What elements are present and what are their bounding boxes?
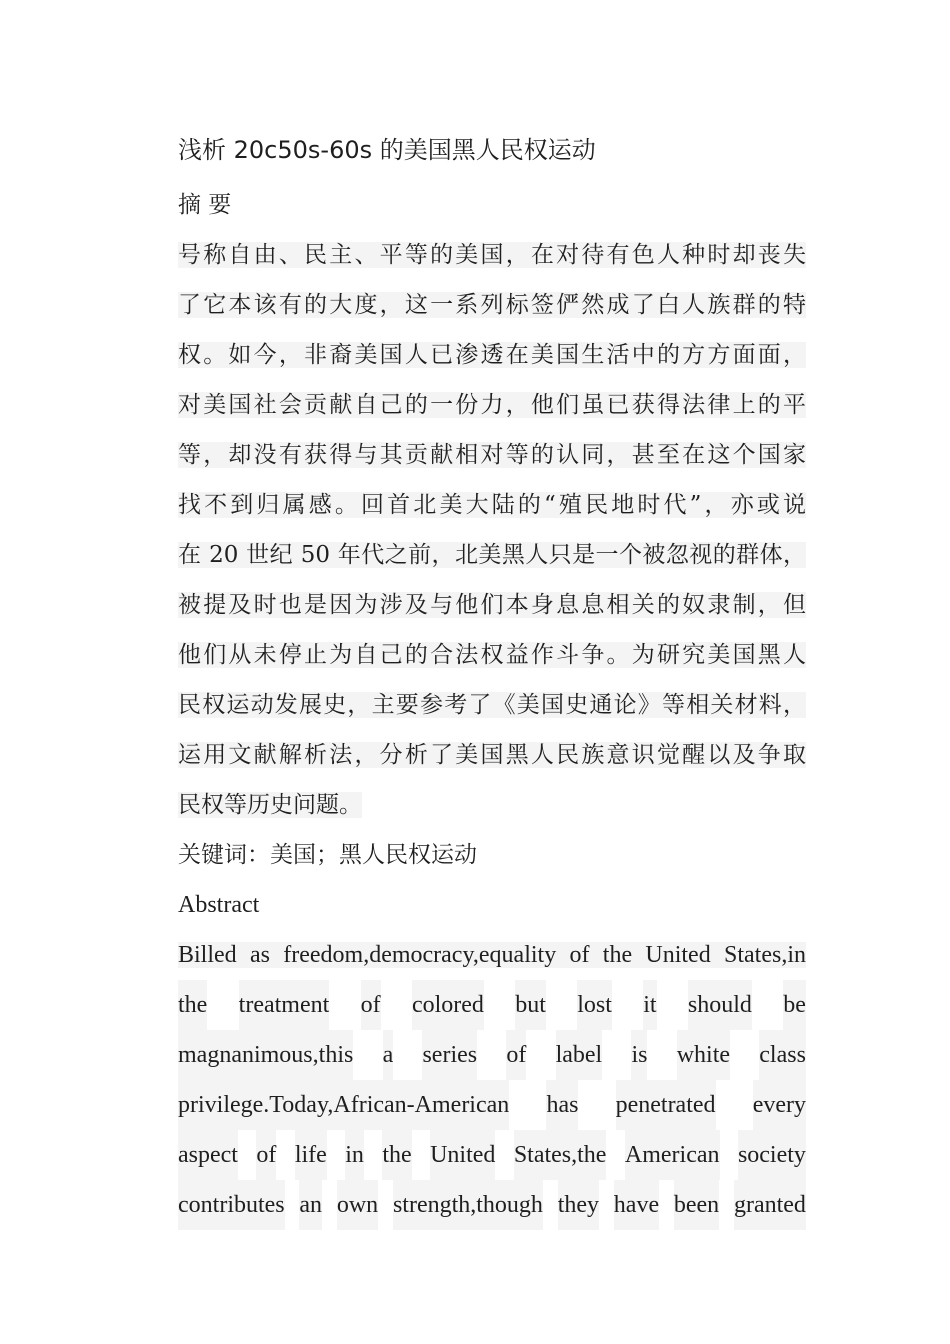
english-word: a [383,1030,394,1080]
english-word: American [625,1130,720,1180]
abstract-line [178,780,806,830]
english-word: it [643,980,656,1030]
english-word: life [295,1130,327,1180]
abstract-line-text: 了它本该有的大度，这一系列标签俨然成了白人族群的特 [178,292,806,318]
abstract-line-text: 等，却没有获得与其贡献相对等的认同，甚至在这个国家 [178,442,806,468]
abstract-line [178,480,806,530]
english-abstract [178,930,806,1230]
english-line-text: Billed as freedom,democracy,equality of the United States,in [178,942,806,968]
english-word: granted [734,1180,806,1230]
english-word: magnanimous,this [178,1030,353,1080]
abstract-line [178,330,806,380]
english-line [178,1180,806,1230]
document-content [178,130,806,1230]
english-word: but [515,980,546,1030]
abstract-line [178,680,806,730]
english-word: States,the [514,1130,607,1180]
abstract-line-text: 在 20 世纪 50 年代之前，北美黑人只是一个被忽视的群体， [178,542,806,568]
english-word: an [299,1180,322,1230]
abstract-line [178,630,806,680]
english-line [178,930,806,980]
abstract-line [178,530,806,580]
english-word: white [677,1030,730,1080]
english-word: of [361,980,381,1030]
english-word: should [688,980,752,1030]
english-word: of [256,1130,276,1180]
english-abstract-heading: Abstract [178,892,260,918]
english-word: the [178,980,207,1030]
english-word: every [753,1080,806,1130]
english-word: been [674,1180,719,1230]
abstract-line-text: 号称自由、民主、平等的美国，在对待有色人种时却丧失 [178,242,806,268]
english-word: strength,though [393,1180,543,1230]
english-word: society [738,1130,806,1180]
abstract-line [178,580,806,630]
english-word: penetrated [616,1080,716,1130]
english-line [178,1080,806,1130]
english-word: colored [412,980,484,1030]
abstract-line-text: 民权等历史问题。 [178,792,362,818]
abstract-line-text: 对美国社会贡献自己的一份力，他们虽已获得法律上的平 [178,392,806,418]
abstract-line [178,230,806,280]
english-line [178,1030,806,1080]
abstract-heading: 摘 要 [178,192,232,218]
english-word: series [422,1030,477,1080]
english-word: lost [577,980,612,1030]
english-word: contributes [178,1180,285,1230]
english-word: aspect [178,1130,238,1180]
chinese-abstract [178,230,806,830]
english-word: be [783,980,806,1030]
abstract-line-text: 权。如今，非裔美国人已渗透在美国生活中的方方面面， [178,342,806,368]
english-word: they [558,1180,599,1230]
english-line [178,980,806,1030]
english-word: label [556,1030,603,1080]
abstract-line [178,430,806,480]
abstract-line [178,280,806,330]
keywords: 关键词：美国；黑人民权运动 [178,842,477,868]
abstract-line-text: 被提及时也是因为涉及与他们本身息息相关的奴隶制，但 [178,592,806,618]
english-line [178,1130,806,1180]
english-word: own [337,1180,378,1230]
english-word: have [614,1180,659,1230]
abstract-line [178,730,806,780]
english-word: of [506,1030,526,1080]
abstract-line [178,380,806,430]
abstract-line-text: 运用文献解析法，分析了美国黑人民族意识觉醒以及争取 [178,742,806,768]
english-word: in [345,1130,364,1180]
abstract-line-text: 他们从未停止为自己的合法权益作斗争。为研究美国黑人 [178,642,806,668]
english-word: United [430,1130,495,1180]
abstract-line-text: 民权运动发展史，主要参考了《美国史通论》等相关材料， [178,692,806,718]
english-word: is [631,1030,647,1080]
english-word: privilege.Today,African-American [178,1080,509,1130]
english-word: the [382,1130,411,1180]
abstract-line-text: 找不到归属感。回首北美大陆的“殖民地时代”，亦或说 [178,492,806,518]
english-word: treatment [239,980,330,1030]
english-word: has [546,1080,578,1130]
document-title: 浅析 20c50s-60s 的美国黑人民权运动 [178,136,596,164]
english-word: class [759,1030,806,1080]
